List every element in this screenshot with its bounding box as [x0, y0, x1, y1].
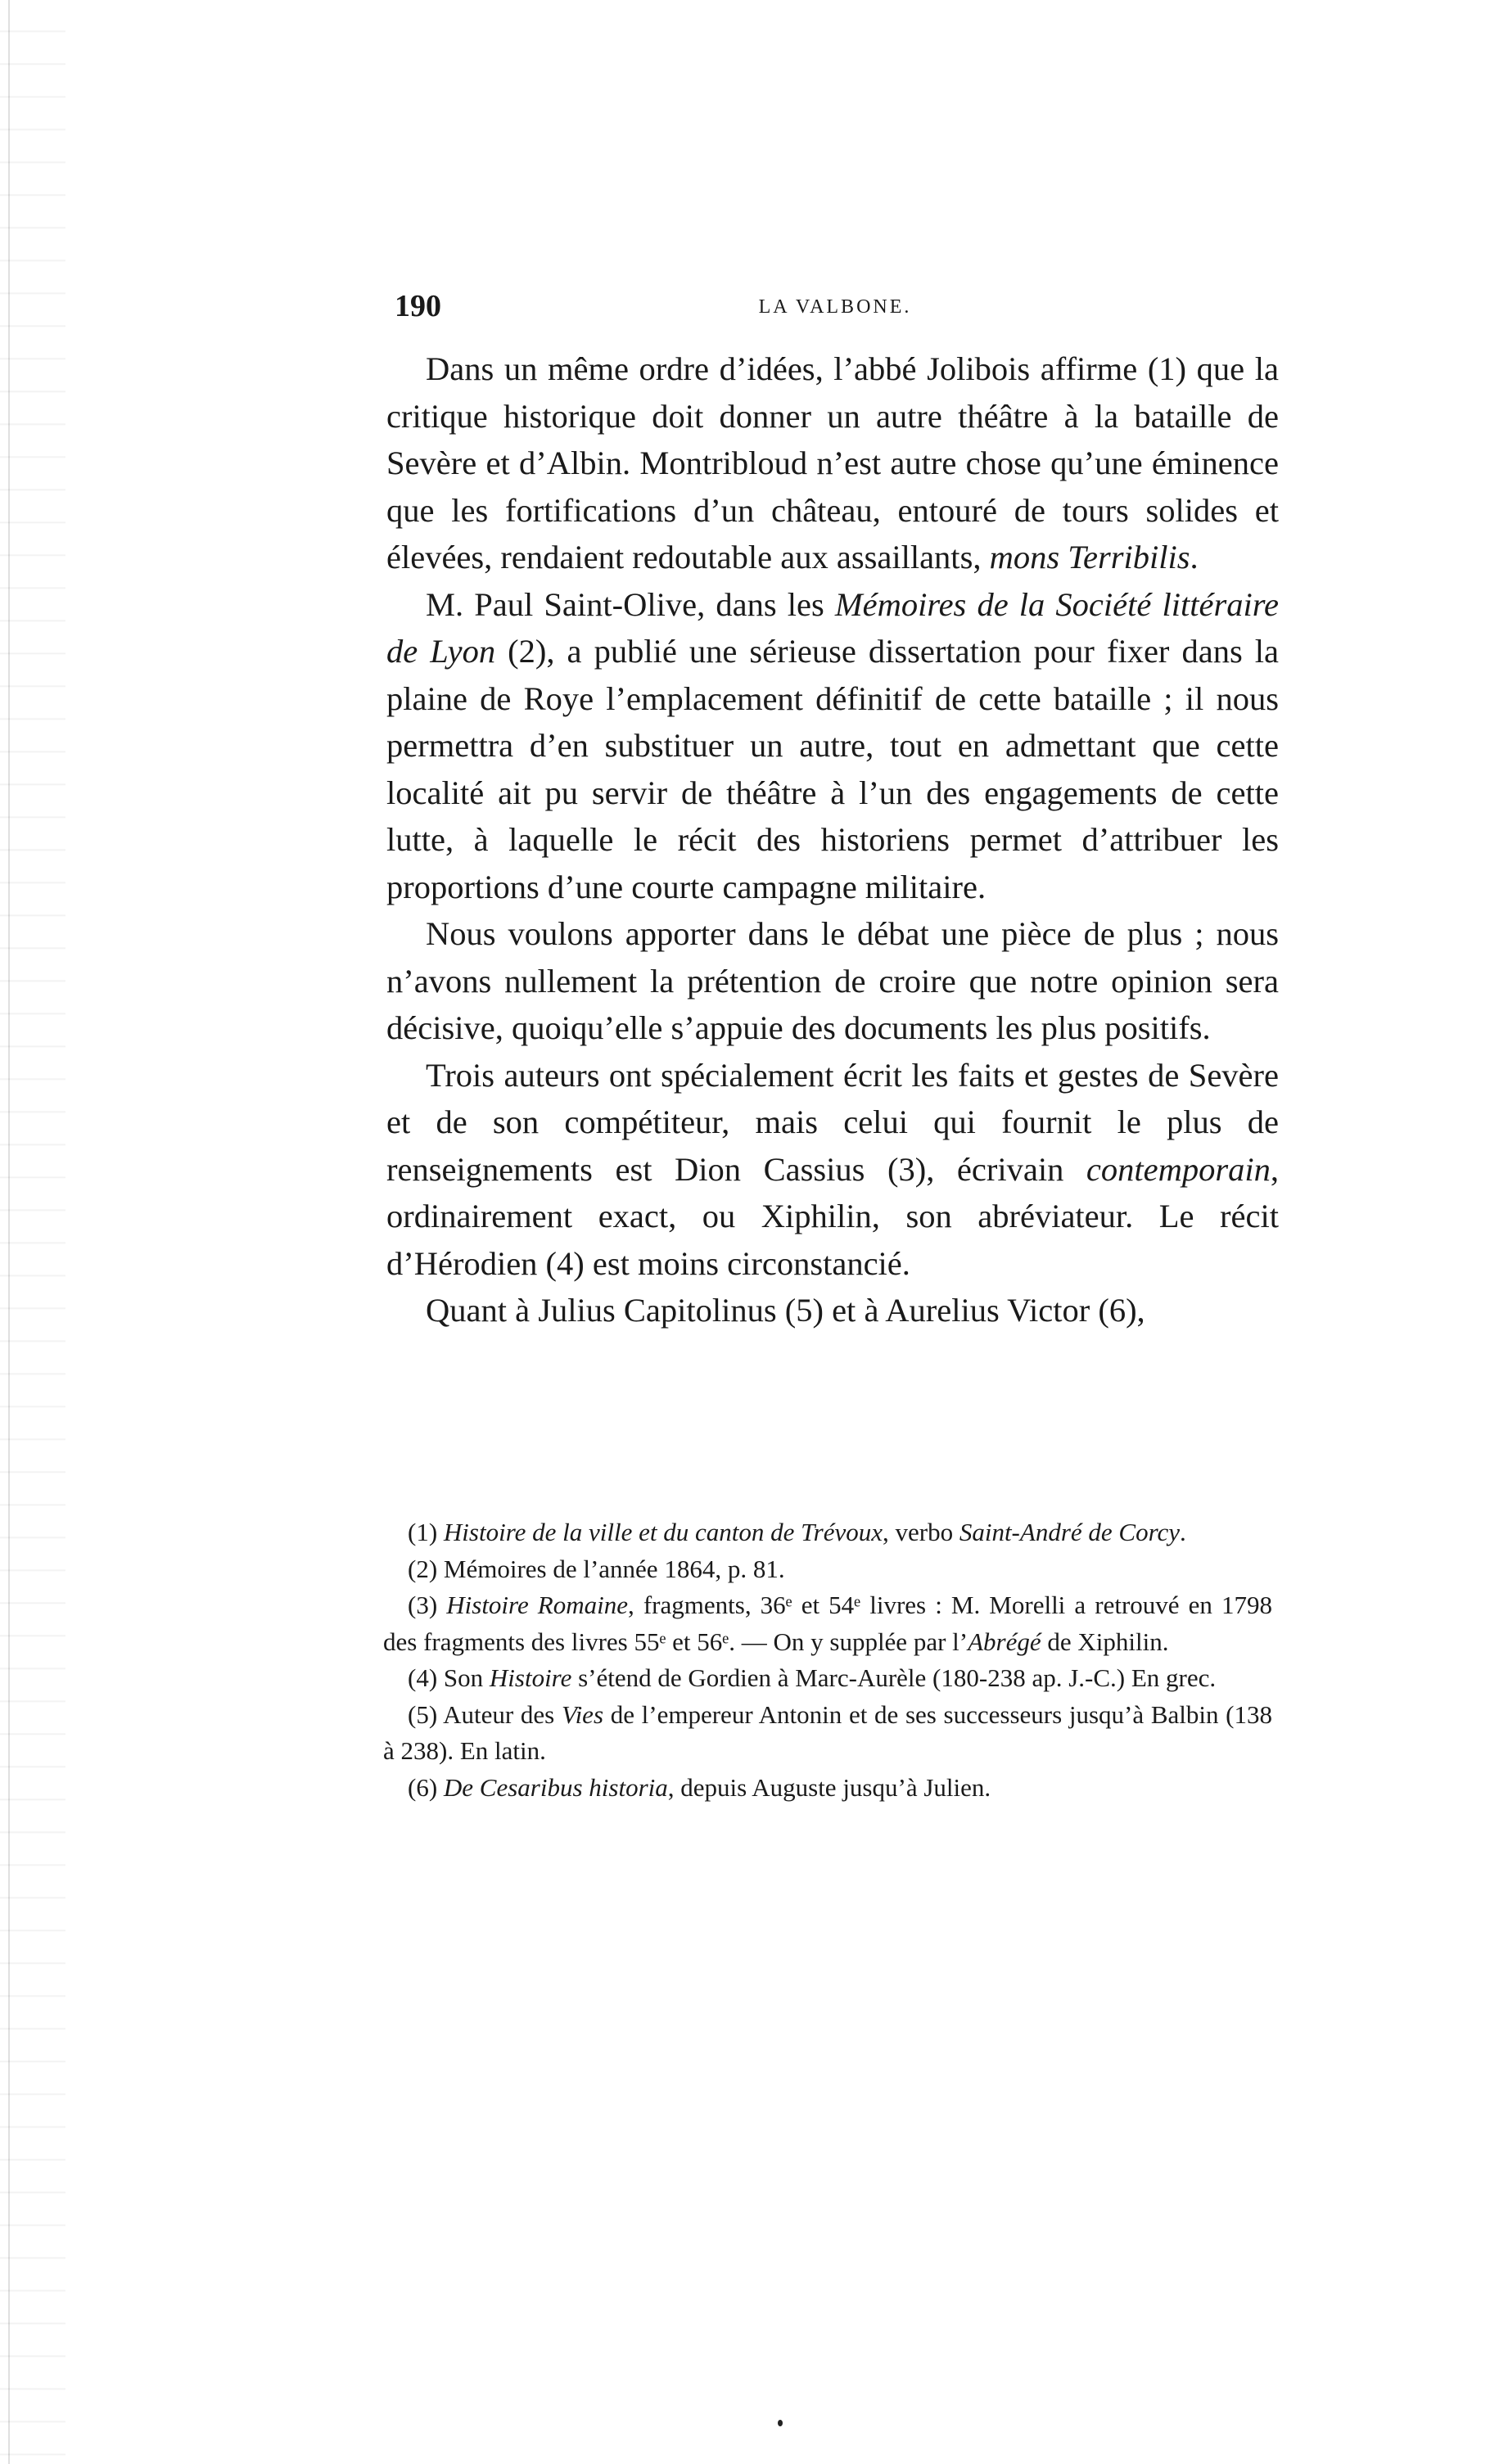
- footnote-3-number: (3): [408, 1591, 447, 1619]
- footnote-1-text: , verbo: [882, 1518, 959, 1546]
- footnote-3-italic: Histoire Romaine: [446, 1591, 629, 1619]
- footnote-5-number: (5) Auteur des: [408, 1699, 562, 1729]
- footnote-1: [383, 1514, 1272, 1551]
- footnote-3-end: de Xiphilin.: [1041, 1627, 1169, 1656]
- paragraph-2-italic: Mémoires de la Société littéraire de Lyon: [386, 585, 1279, 670]
- paragraph-3: Nous voulons apporter dans le débat une pièce de plus ; nous n’avons nullement la prétention de croire que notre opinion sera décisive, quoiqu’elle s’appuie des documents les plus positifs.: [386, 915, 1279, 1046]
- footnote-5-italic: Vies: [561, 1699, 604, 1729]
- paragraph-2-text: M. Paul Saint-Olive, dans les: [426, 585, 835, 623]
- footnote-1-number: (1): [408, 1518, 444, 1546]
- footnote-2: (2) Mémoires de l’année 1864, p. 81.: [408, 1554, 785, 1583]
- footnote-6-italic: De Cesaribus historia: [443, 1772, 668, 1802]
- footnote-1-italic-2: Saint-André de Corcy: [959, 1518, 1181, 1546]
- paragraph-4-text: Trois auteurs ont spécialement écrit les faits et gestes de Sevère et de son compétiteur, mais celui qui fournit le plus de renseignements est Dion Cassius (3), écrivain: [386, 1056, 1279, 1188]
- footnote-4-number: (4) Son: [408, 1663, 490, 1692]
- footnote-6-number: (6): [408, 1772, 444, 1802]
- paragraph-1-italic: mons Terribilis: [989, 539, 1190, 575]
- footnote-6: [383, 1770, 1272, 1807]
- paragraph-1-text: Dans un même ordre d’idées, l’abbé Jolibois affirme (1) que la critique historique doit donner un autre théâtre à la bataille de Sevère et d’Albin. Montribloud n’est autre chose qu’une éminence que les fortifications d’un château, entouré de tours solides et élevées, rendaient redoutable aux assaillants,: [386, 350, 1279, 575]
- paragraph-1-end: .: [1190, 539, 1199, 575]
- footnote-1-italic: Histoire de la ville et du canton de Trévoux: [443, 1518, 883, 1546]
- printer-mark: [778, 2420, 783, 2426]
- paragraph-1: [386, 345, 1279, 581]
- footnote-3-text: , fragments, 36ᵉ et 54ᵉ livres : M. Morelli a retrouvé en 1798 des fragments des livres 55ᵉ et 56ᵉ. — On y supplée par l’: [383, 1591, 1272, 1656]
- footnote-3-italic-2: Abrégé: [968, 1627, 1041, 1656]
- footnote-1-end: .: [1180, 1518, 1186, 1546]
- footnote-4-italic: Histoire: [489, 1663, 572, 1692]
- body-text: [386, 345, 1279, 1334]
- paragraph-4-italic: contemporain: [1086, 1150, 1271, 1188]
- footnotes: [383, 1514, 1272, 1806]
- footnote-4: [383, 1660, 1272, 1697]
- footnote-5-text: de l’empereur Antonin et de ses successeurs jusqu’à Balbin (138 à 238). En latin.: [383, 1699, 1273, 1765]
- footnote-3: [383, 1587, 1272, 1660]
- footnote-6-text: , depuis Auguste jusqu’à Julien.: [667, 1772, 991, 1802]
- paragraph-4: [386, 1052, 1279, 1288]
- paragraph-5: Quant à Julius Capitolinus (5) et à Aurelius Victor (6),: [426, 1292, 1145, 1329]
- running-title: LA VALBONE.: [758, 296, 912, 318]
- paragraph-2: [386, 581, 1279, 911]
- page-number: 190: [395, 289, 441, 323]
- scan-edge-noise: [0, 0, 65, 2464]
- page-header: [395, 288, 1276, 329]
- paragraph-2-end: (2), a publié une sérieuse dissertation pour fixer dans la plaine de Roye l’emplacement définitif de cette bataille ; il nous permettra d’en substituer un autre, tout en admettant que cette localité ait pu servir de théâtre à l’un des engagements de cette lutte, à laquelle le récit des historiens permet d’attribuer les proportions d’une courte campagne militaire.: [386, 633, 1279, 905]
- scan-edge-line: [8, 0, 10, 2464]
- footnote-4-text: s’étend de Gordien à Marc-Aurèle (180-238 ap. J.-C.) En grec.: [571, 1663, 1217, 1692]
- footnote-5: [383, 1697, 1272, 1770]
- paragraph-4-end: , ordinairement exact, ou Xiphilin, son abréviateur. Le récit d’Hérodien (4) est moins circonstancié.: [386, 1150, 1279, 1282]
